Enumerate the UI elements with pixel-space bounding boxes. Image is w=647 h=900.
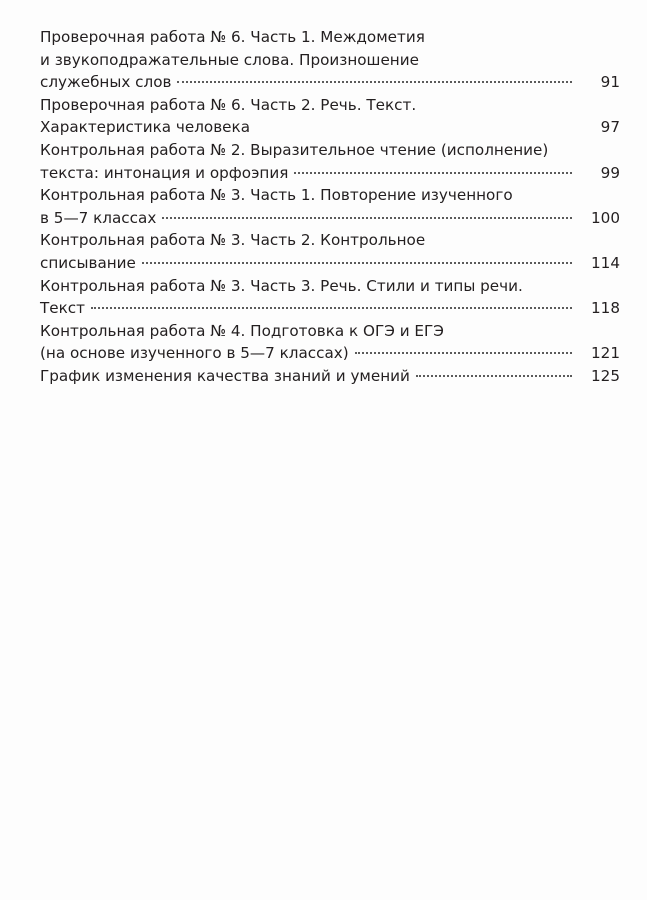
- toc-page-number: 100: [591, 208, 620, 227]
- toc-entry-title-line: Контрольная работа № 2. Выразительное чтение (исполнение): [40, 140, 549, 159]
- dot-leader: [256, 126, 572, 128]
- toc-entry-title-line: (на основе изученного в 5—7 классах): [40, 344, 349, 363]
- dot-leader: [91, 307, 572, 309]
- dot-leader: [294, 172, 572, 174]
- toc-entry-last-line: [40, 365, 620, 388]
- toc-page-number: 125: [591, 366, 620, 385]
- table-of-contents: [40, 26, 620, 388]
- toc-entry: [40, 94, 620, 139]
- toc-page-number: 91: [600, 73, 620, 92]
- toc-entry: [40, 184, 620, 229]
- toc-entry-title-line: Контрольная работа № 3. Часть 2. Контрольное: [40, 231, 426, 250]
- toc-entry-title-line: Контрольная работа № 3. Часть 1. Повторение изученного: [40, 186, 513, 205]
- toc-entry-last-line: [40, 297, 620, 320]
- dot-leader: [177, 81, 572, 83]
- toc-entry-title-line: Текст: [40, 299, 85, 318]
- dot-leader: [416, 375, 572, 377]
- toc-entry: [40, 139, 620, 184]
- toc-entry-title-line: Контрольная работа № 4. Подготовка к ОГЭ и ЕГЭ: [40, 321, 444, 340]
- toc-entry-title-line: и звукоподражательные слова. Произношение: [40, 50, 419, 69]
- toc-entry: [40, 365, 620, 388]
- toc-entry-title-line: Характеристика человека: [40, 118, 250, 137]
- toc-entry: [40, 26, 620, 94]
- toc-entry-last-line: [40, 252, 620, 275]
- toc-entry-last-line: [40, 71, 620, 94]
- toc-entry-last-line: [40, 207, 620, 230]
- toc-entry-title-line: в 5—7 классах: [40, 208, 157, 227]
- toc-entry-title-line: График изменения качества знаний и умений: [40, 366, 410, 385]
- toc-entry-title-line: списывание: [40, 253, 136, 272]
- toc-entry: [40, 320, 620, 365]
- toc-entry-last-line: [40, 162, 620, 185]
- toc-page-number: 114: [591, 253, 620, 272]
- toc-entry: [40, 229, 620, 274]
- toc-page-number: 97: [600, 118, 620, 137]
- toc-entry-title-line: текста: интонация и орфоэпия: [40, 163, 289, 182]
- dot-leader: [142, 262, 572, 264]
- toc-entry: [40, 275, 620, 320]
- toc-entry-title-line: Проверочная работа № 6. Часть 2. Речь. Текст.: [40, 95, 417, 114]
- toc-page-number: 118: [591, 299, 620, 318]
- dot-leader: [162, 217, 572, 219]
- toc-entry-title-line: служебных слов: [40, 73, 172, 92]
- toc-entry-title-line: Контрольная работа № 3. Часть 3. Речь. Стили и типы речи.: [40, 276, 523, 295]
- toc-page-number: 121: [591, 344, 620, 363]
- toc-entry-title-line: Проверочная работа № 6. Часть 1. Междометия: [40, 28, 425, 46]
- toc-entry-last-line: [40, 342, 620, 365]
- toc-page-number: 99: [600, 163, 620, 182]
- dot-leader: [355, 352, 572, 354]
- toc-entry-last-line: [40, 116, 620, 139]
